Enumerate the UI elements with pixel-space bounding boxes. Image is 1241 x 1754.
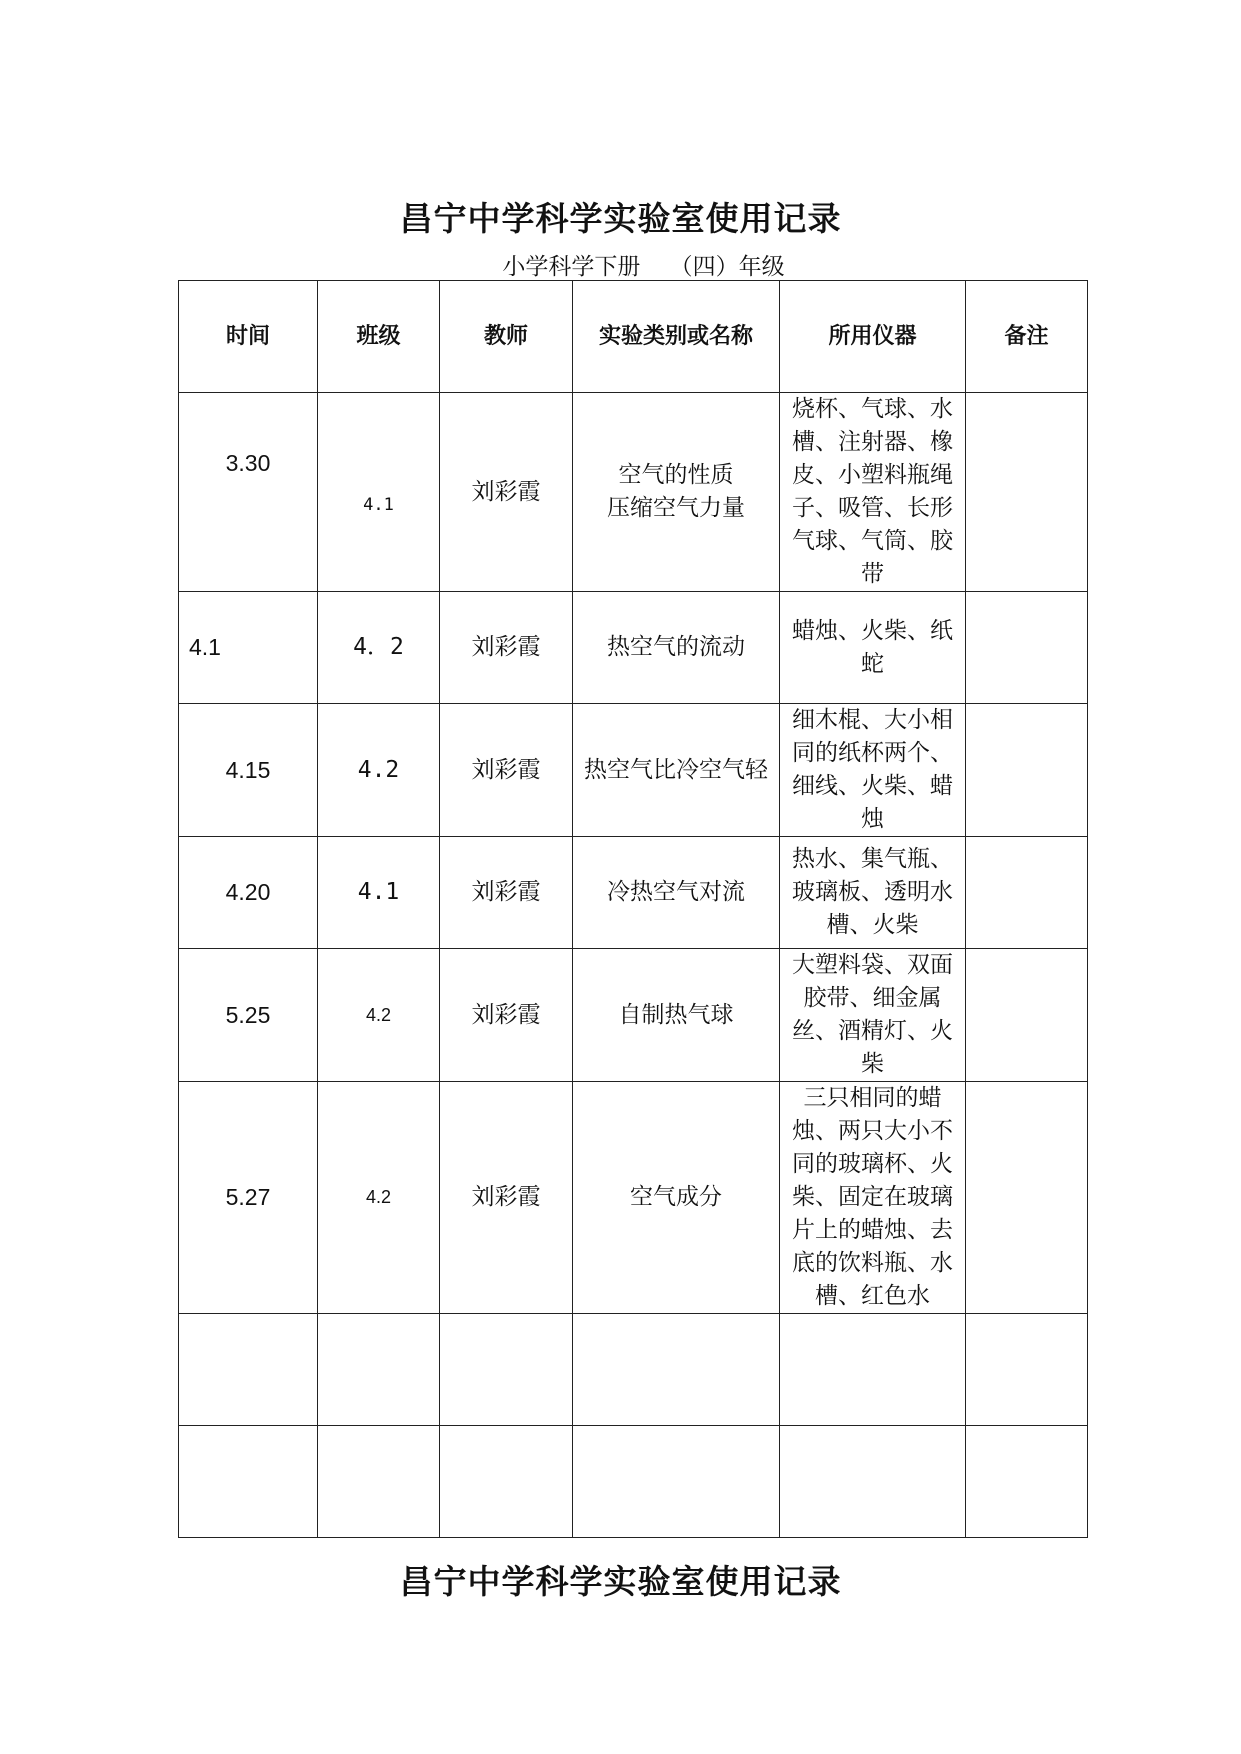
cell-class: 4.1 [318,837,440,949]
cell-experiment: 空气的性质 压缩空气力量 [573,393,780,592]
cell-instruments: 大塑料袋、双面胶带、细金属丝、酒精灯、火柴 [780,949,966,1082]
header-instruments: 所用仪器 [780,281,966,393]
cell-experiment: 空气成分 [573,1082,780,1314]
cell-class [318,1314,440,1426]
header-teacher: 教师 [440,281,573,393]
cell-experiment: 自制热气球 [573,949,780,1082]
cell-teacher: 刘彩霞 [440,949,573,1082]
cell-teacher [440,1314,573,1426]
cell-time: 4.20 [179,837,318,949]
cell-time: 5.27 [179,1082,318,1314]
table-row [179,1426,1088,1538]
table-row [179,837,1088,949]
header-remarks: 备注 [966,281,1088,393]
table-row [179,949,1088,1082]
cell-class: 4.2 [318,704,440,837]
table-row [179,592,1088,704]
cell-instruments: 三只相同的蜡烛、两只大小不同的玻璃杯、火柴、固定在玻璃片上的蜡烛、去底的饮料瓶、水槽、红色水 [780,1082,966,1314]
cell-teacher [440,1426,573,1538]
cell-teacher: 刘彩霞 [440,704,573,837]
cell-teacher: 刘彩霞 [440,592,573,704]
next-page-title: 昌宁中学科学实验室使用记录 [399,1562,842,1601]
cell-remarks [966,949,1088,1082]
header-time: 时间 [179,281,318,393]
lab-usage-table [178,280,1088,1538]
cell-instruments: 热水、集气瓶、玻璃板、透明水槽、火柴 [780,837,966,949]
cell-remarks [966,393,1088,592]
cell-experiment [573,1314,780,1426]
header-class: 班级 [318,281,440,393]
cell-teacher: 刘彩霞 [440,1082,573,1314]
page-title: 昌宁中学科学实验室使用记录 [399,199,842,238]
cell-time: 5.25 [179,949,318,1082]
cell-time: 4.1 [179,592,318,704]
cell-time [179,1426,318,1538]
table-row [179,1082,1088,1314]
cell-remarks [966,837,1088,949]
table-row [179,704,1088,837]
cell-instruments: 烧杯、气球、水槽、注射器、橡皮、小塑料瓶绳子、吸管、长形气球、气筒、胶带 [780,393,966,592]
cell-instruments: 蜡烛、火柴、纸蛇 [780,592,966,704]
header-experiment: 实验类别或名称 [573,281,780,393]
cell-teacher: 刘彩霞 [440,393,573,592]
cell-remarks [966,1426,1088,1538]
cell-experiment [573,1426,780,1538]
cell-time: 4.15 [179,704,318,837]
table-header-row [179,281,1088,393]
cell-remarks [966,1314,1088,1426]
cell-class [318,1426,440,1538]
cell-remarks [966,704,1088,837]
cell-remarks [966,1082,1088,1314]
cell-experiment: 热空气的流动 [573,592,780,704]
cell-remarks [966,592,1088,704]
cell-time [179,1314,318,1426]
table-row [179,393,1088,592]
cell-instruments [780,1314,966,1426]
cell-class: 4.2 [318,949,440,1082]
grade-subtitle: 小学科学下册 （四）年级 [502,254,785,280]
cell-class: 4.2 [318,1082,440,1314]
cell-experiment: 冷热空气对流 [573,837,780,949]
table-row [179,1314,1088,1426]
cell-instruments [780,1426,966,1538]
cell-experiment: 热空气比冷空气轻 [573,704,780,837]
cell-time: 3.30 [179,393,318,592]
cell-class: 4．2 [318,592,440,704]
cell-class: 4.1 [318,393,440,592]
cell-instruments: 细木棍、大小相同的纸杯两个、细线、火柴、蜡烛 [780,704,966,837]
cell-teacher: 刘彩霞 [440,837,573,949]
